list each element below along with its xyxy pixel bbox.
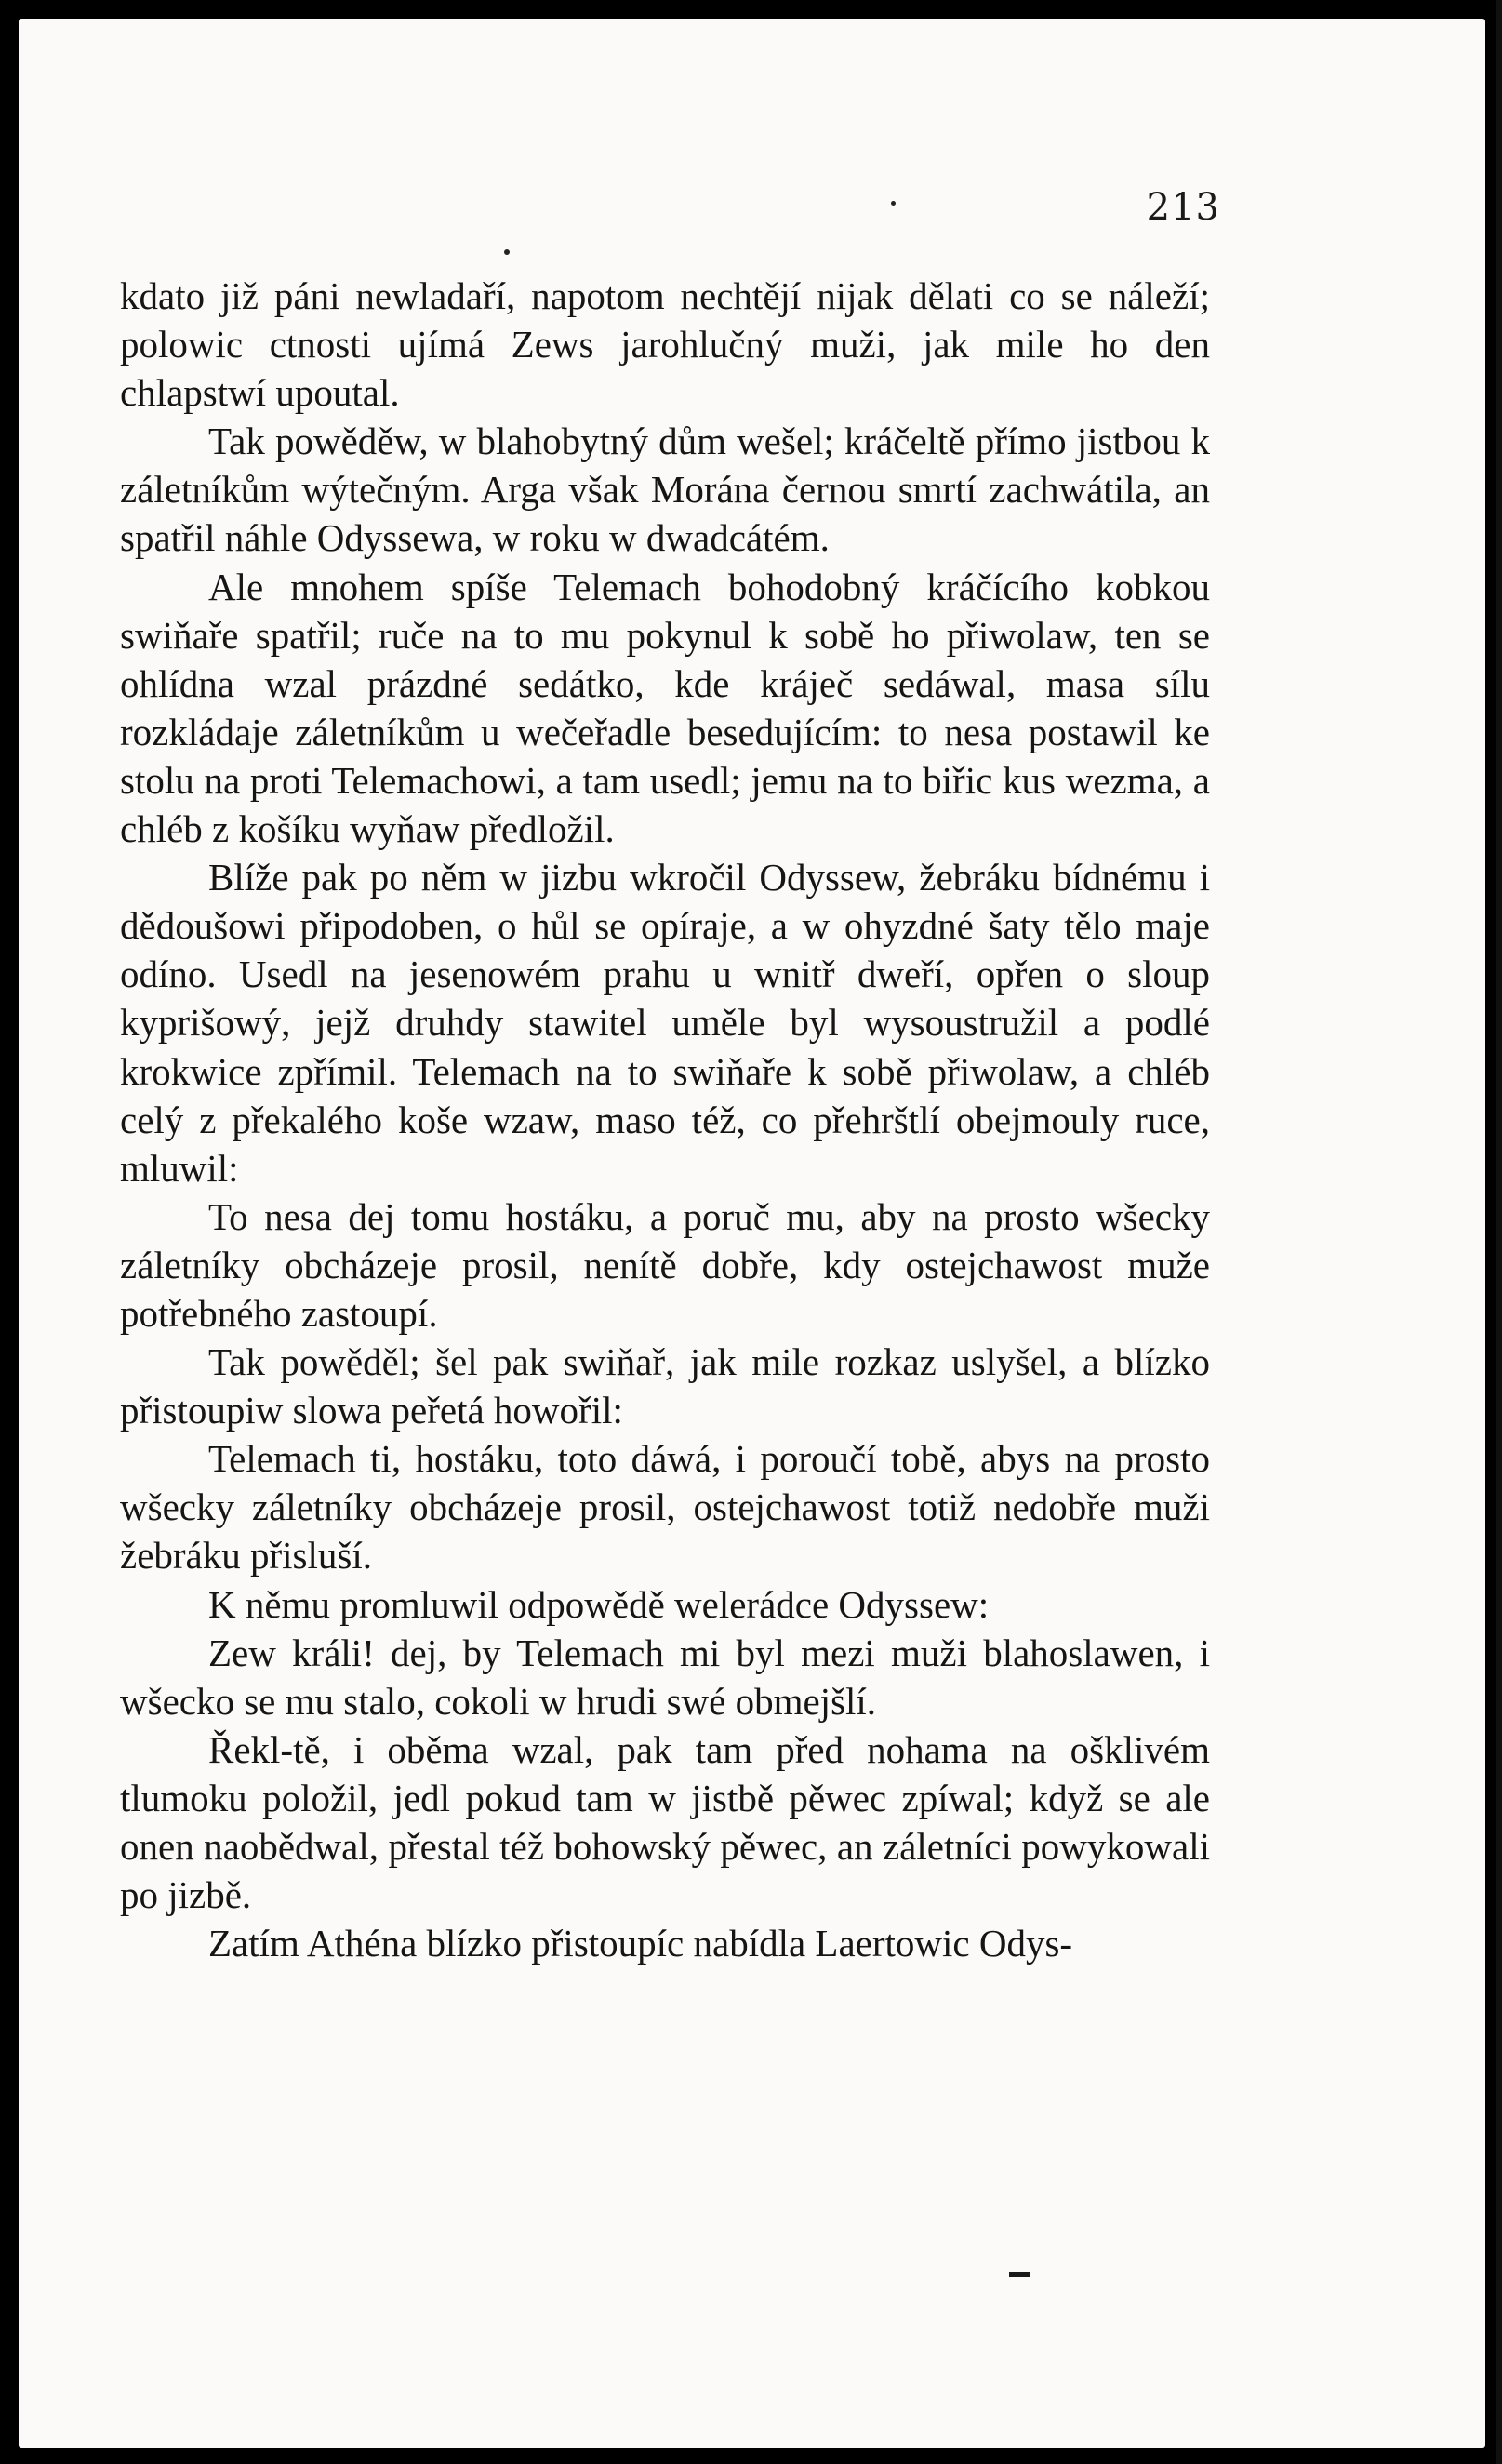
paragraph: Telemach ti, hostáku, toto dáwá, i poroučí tobě, abys na prosto wšecky záletníky obcházeje prosil, ostejchawost totiž nedobře muži žebráku přisluší. xyxy=(120,1437,1210,1578)
paragraph: Blíže pak po něm w jizbu wkročil Odyssew, žebráku bídnému i dědoušowi připodoben, o hůl se opíraje, a w ohyzdné šaty tělo maje odíno. Usedl na jesenowém prahu u wnitř dweří, opřen o sloup kyprišowý, jejž druhdy stawitel uměle byl wysoustružil a podlé krokwice zpřímil. Telemach na to swiňaře k sobě přiwolaw, a chléb celý z překalého koše wzaw, maso též, co přehrštlí obejmouly ruce, mluwil: xyxy=(120,856,1210,1190)
body-text xyxy=(120,272,1210,1967)
scan-edge xyxy=(1496,0,1502,2464)
paragraph: Zatím Athéna blízko přistoupíc nabídla Laertowic Odys- xyxy=(208,1922,1073,1965)
page-number: 213 xyxy=(1146,186,1220,229)
paragraph-continuation: kdato již páni newladaří, napotom nechtějí nijak dělati co se náleží; polowic ctnosti ujímá Zews jarohlučný muži, jak mile ho den chlapstwí upoutal. xyxy=(120,274,1210,415)
ink-speck xyxy=(891,201,896,206)
paragraph: To nesa dej tomu hostáku, a poruč mu, aby na prosto wšecky záletníky obcházeje prosil, nenítě dobře, kdy ostejchawost muže potřebného zastoupí. xyxy=(120,1194,1210,1335)
paragraph: Tak powěděw, w blahobytný dům wešel; kráčeltě přímo jistbou k záletníkům wýtečným. Arga však Morána černou smrtí zachwátila, an spatřil náhle Odyssewa, w roku w dwadcátém. xyxy=(120,420,1210,560)
ink-speck xyxy=(504,249,510,255)
paragraph: Tak powěděl; šel pak swiňař, jak mile rozkaz uslyšel, a blízko přistoupiw slowa peřetá howořil: xyxy=(120,1340,1210,1432)
paragraph: Zew králi! dej, by Telemach mi byl mezi muži blahoslawen, i wšecko se mu stalo, cokoli w hrudi swé obmejšlí. xyxy=(120,1631,1210,1723)
paragraph: Řekl-tě, i oběma wzal, pak tam před nohama na ošklivém tlumoku položil, jedl pokud tam w jistbě pěwec zpíwal; když se ale onen naobědwal, přestal též bohowský pěwec, an záletníci powykowali po jizbě. xyxy=(120,1727,1210,1917)
paragraph: Ale mnohem spíše Telemach bohodobný kráčícího kobkou swiňaře spatřil; ruče na to mu pokynul k sobě ho přiwolaw, ten se ohlídna wzal prázdné sedátko, kde kráječ sedáwal, masa sílu rozkládaje záletníkům u wečeřadle besedujícím: to nesa postawil ke stolu na proti Telemachowi, a tam usedl; jemu na to biřic kus wezma, a chléb z košíku wyňaw předložil. xyxy=(120,565,1210,851)
paragraph: K němu promluwil odpowědě welerádce Odyssew: xyxy=(208,1582,990,1626)
print-dash-mark xyxy=(1009,2272,1030,2277)
